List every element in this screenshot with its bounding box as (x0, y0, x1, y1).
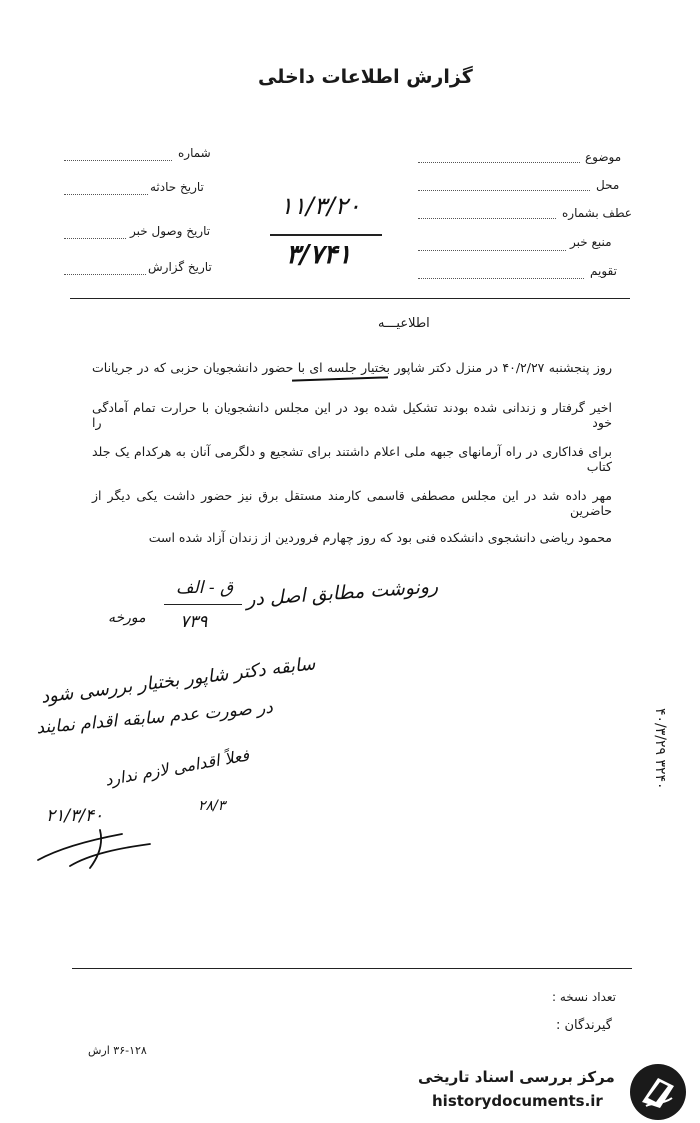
notice-line-4: مهر داده شد در این مجلس مصطفی قاسمی کارمند مستقل برق نیز حضور داشت یکی دیگر از حاضرین (92, 488, 612, 518)
header-separator (70, 298, 630, 299)
notice-heading: اطلاعیـــه (378, 316, 430, 331)
annotation-note-line-1: سابقه دکتر شاپور بختیار بررسی شود (39, 653, 317, 708)
evaluation-dots (418, 278, 584, 279)
footer-separator (72, 968, 632, 969)
news-received-dots (64, 238, 126, 239)
subject-label: موضوع (585, 150, 622, 164)
annotation-note-line-3: فعلاً اقدامی لازم ندارد (103, 745, 251, 790)
form-code: ۳۶-۱۲۸ ارش (88, 1044, 147, 1057)
number-label: شماره (178, 146, 211, 160)
evaluation-label: تقویم (590, 264, 617, 278)
report-date-dots (64, 274, 146, 275)
annotation-copy-ref-bottom: ۷۳۹ (180, 612, 208, 632)
annotation-dated-word: مورخه (108, 610, 146, 626)
annotation-copy-text: رونوشت مطابق اصل در (245, 575, 439, 611)
handwritten-number-divider (270, 234, 382, 236)
recipients-label: گیرندگان : (556, 1018, 612, 1033)
number-dots (64, 160, 172, 161)
signature-icon (30, 818, 170, 878)
annotation-initials: ۲۸/۳ (198, 798, 226, 814)
news-received-label: تاریخ وصول خبر (130, 224, 211, 238)
side-stamp: ۴۰/۳/۲۹ ۳۲۴۰ (652, 708, 668, 790)
source-dots (418, 250, 566, 251)
subject-dots (418, 162, 580, 163)
source-label: منبع خبر (570, 235, 612, 249)
annotation-ref-divider (164, 604, 242, 605)
reference-label: عطف بشماره (562, 206, 632, 220)
page-title: گزارش اطلاعات داخلی (258, 66, 473, 88)
notice-line-3: برای فداکاری در راه آرمانهای جبهه ملی اعلام داشتند برای تشجیع و دلگرمی آنان به هرکدام یک جلد کتاب (92, 444, 612, 474)
watermark-name: مرکز بررسی اسناد تاریخی (418, 1068, 615, 1086)
underline-name (292, 376, 388, 381)
handwritten-number-bottom: ۳/۷۴۱ (286, 240, 352, 270)
book-emblem-icon (628, 1062, 688, 1122)
annotation-note-line-2: در صورت عدم سابقه اقدام نمایند (35, 697, 274, 739)
reference-dots (418, 218, 556, 219)
notice-line-5: محمود ریاضی دانشجوی دانشکده فنی بود که روز چهارم فروردین از زندان آزاد شده است (148, 530, 612, 545)
copies-label: تعداد نسخه : (552, 990, 617, 1004)
watermark-url: historydocuments.ir (432, 1092, 603, 1110)
handwritten-number-top: ۱۱/۳/۲۰ (280, 192, 361, 220)
incident-date-dots (64, 194, 148, 195)
annotation-copy-ref-top: ق - الف (176, 578, 234, 598)
notice-line-1: روز پنجشنبه ۴۰/۲/۲۷ در منزل دکتر شاپور بختیار جلسه ای با حضور دانشجویان حزبی که در جریانات (92, 360, 612, 375)
place-label: محل (596, 178, 620, 192)
notice-line-2: اخیر گرفتار و زندانی شده بودند تشکیل شده بود در این مجلس دانشجویان با حرارت تمام آمادگی خود را (92, 400, 612, 430)
report-date-label: تاریخ گزارش (148, 260, 212, 274)
incident-date-label: تاریخ حادثه (150, 180, 204, 194)
annotation-date: ۲۱/۳/۴۰ (46, 806, 104, 826)
place-dots (418, 190, 590, 191)
